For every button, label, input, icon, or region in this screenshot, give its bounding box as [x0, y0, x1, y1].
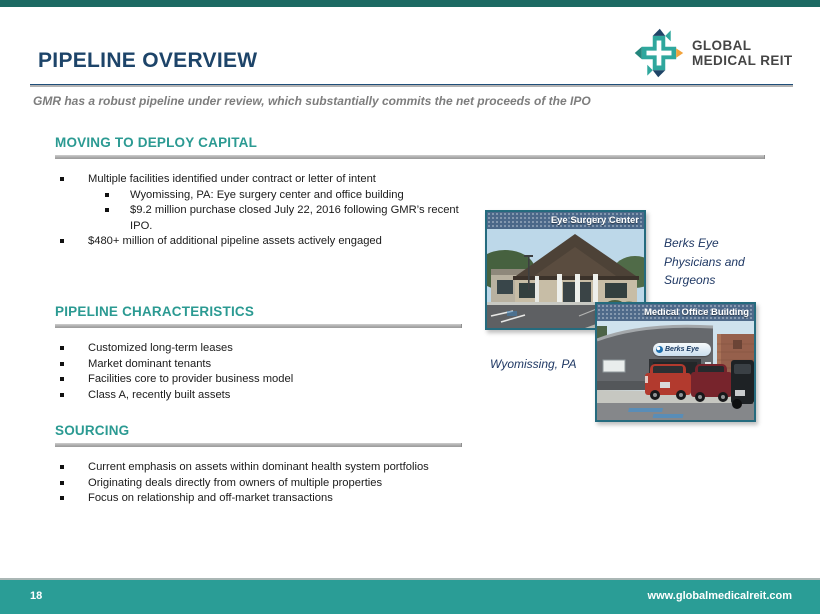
- bullet-list: [55, 341, 473, 403]
- photo-medical-office-building: [595, 302, 756, 422]
- footer-bar: [0, 580, 820, 614]
- bullet-square-icon: [60, 481, 64, 485]
- bullet-text: Market dominant tenants: [88, 357, 212, 370]
- slide-subtitle: GMR has a robust pipeline under review, which substantially commits the net proceeds of the IPO: [33, 94, 591, 108]
- berks-eye-sign-text: Berks Eye: [665, 346, 699, 353]
- bullet-list: [55, 172, 473, 250]
- bullet-square-icon: [105, 208, 109, 212]
- bullet-text: Class A, recently built assets: [88, 388, 231, 401]
- medical-cross-logo-icon: [634, 27, 684, 79]
- bullet-text: Multiple facilities identified under contract or letter of intent: [88, 173, 376, 185]
- bullet-square-icon: [60, 377, 64, 381]
- photo-label-banner: Medical Office Building: [597, 304, 754, 321]
- logo-line2: MEDICAL REIT: [692, 53, 793, 68]
- bullet-square-icon: [60, 496, 64, 500]
- list-item: [55, 388, 473, 404]
- company-logo: [634, 27, 793, 79]
- page-title: PIPELINE OVERVIEW: [38, 49, 258, 72]
- bullet-list: [55, 460, 473, 507]
- section-underline-bar: [55, 324, 462, 328]
- section-heading: MOVING TO DEPLOY CAPITAL: [55, 135, 258, 150]
- berks-eye-sign-logo-icon: [656, 346, 663, 353]
- list-item: [55, 234, 473, 250]
- list-item: [55, 188, 473, 204]
- section-heading: PIPELINE CHARACTERISTICS: [55, 304, 255, 319]
- bullet-text: $9.2 million purchase closed July 22, 2016 following GMR’s recent IPO.: [130, 204, 459, 232]
- bullet-text: Wyomissing, PA: Eye surgery center and office building: [130, 188, 404, 201]
- bullet-text: Customized long-term leases: [88, 342, 233, 354]
- medical-office-building-image: [597, 304, 754, 420]
- list-item: [55, 476, 473, 492]
- logo-line1: GLOBAL: [692, 37, 752, 53]
- caption-property-name: Berks Eye Physicians and Surgeons: [664, 236, 745, 288]
- section-moving-to-deploy-capital: [55, 135, 770, 250]
- list-item: [55, 491, 473, 507]
- top-accent-bar: [0, 0, 820, 7]
- list-item: [55, 372, 473, 388]
- bullet-text: Current emphasis on assets within dominant health system portfolios: [88, 461, 429, 473]
- bullet-square-icon: [60, 465, 64, 469]
- caption-location: Wyomissing, PA: [490, 357, 577, 371]
- list-item: [55, 357, 473, 373]
- page-number: 18: [30, 590, 43, 602]
- bullet-square-icon: [60, 393, 64, 397]
- bullet-text: $480+ million of additional pipeline assets actively engaged: [88, 235, 382, 247]
- section-underline-bar: [55, 443, 462, 447]
- list-item: [55, 341, 473, 357]
- bullet-square-icon: [60, 239, 64, 243]
- bullet-square-icon: [60, 177, 64, 181]
- list-item: [55, 203, 473, 234]
- bullet-text: Facilities core to provider business model: [88, 373, 294, 385]
- section-heading: SOURCING: [55, 423, 130, 438]
- bullet-text: Originating deals directly from owners of multiple properties: [88, 476, 383, 489]
- section-underline-bar: [55, 155, 765, 159]
- website-url: www.globalmedicalreit.com: [647, 590, 792, 602]
- bullet-square-icon: [105, 193, 109, 197]
- section-sourcing: [55, 423, 770, 507]
- berks-eye-sign: [653, 343, 711, 356]
- bullet-text: Focus on relationship and off-market transactions: [88, 492, 333, 504]
- list-item: [55, 172, 473, 188]
- bullet-square-icon: [60, 362, 64, 366]
- logo-wordmark: [692, 38, 793, 68]
- photo-label-banner: Eye Surgery Center: [487, 212, 644, 229]
- bullet-square-icon: [60, 346, 64, 350]
- list-item: [55, 460, 473, 476]
- header-divider: [30, 84, 793, 87]
